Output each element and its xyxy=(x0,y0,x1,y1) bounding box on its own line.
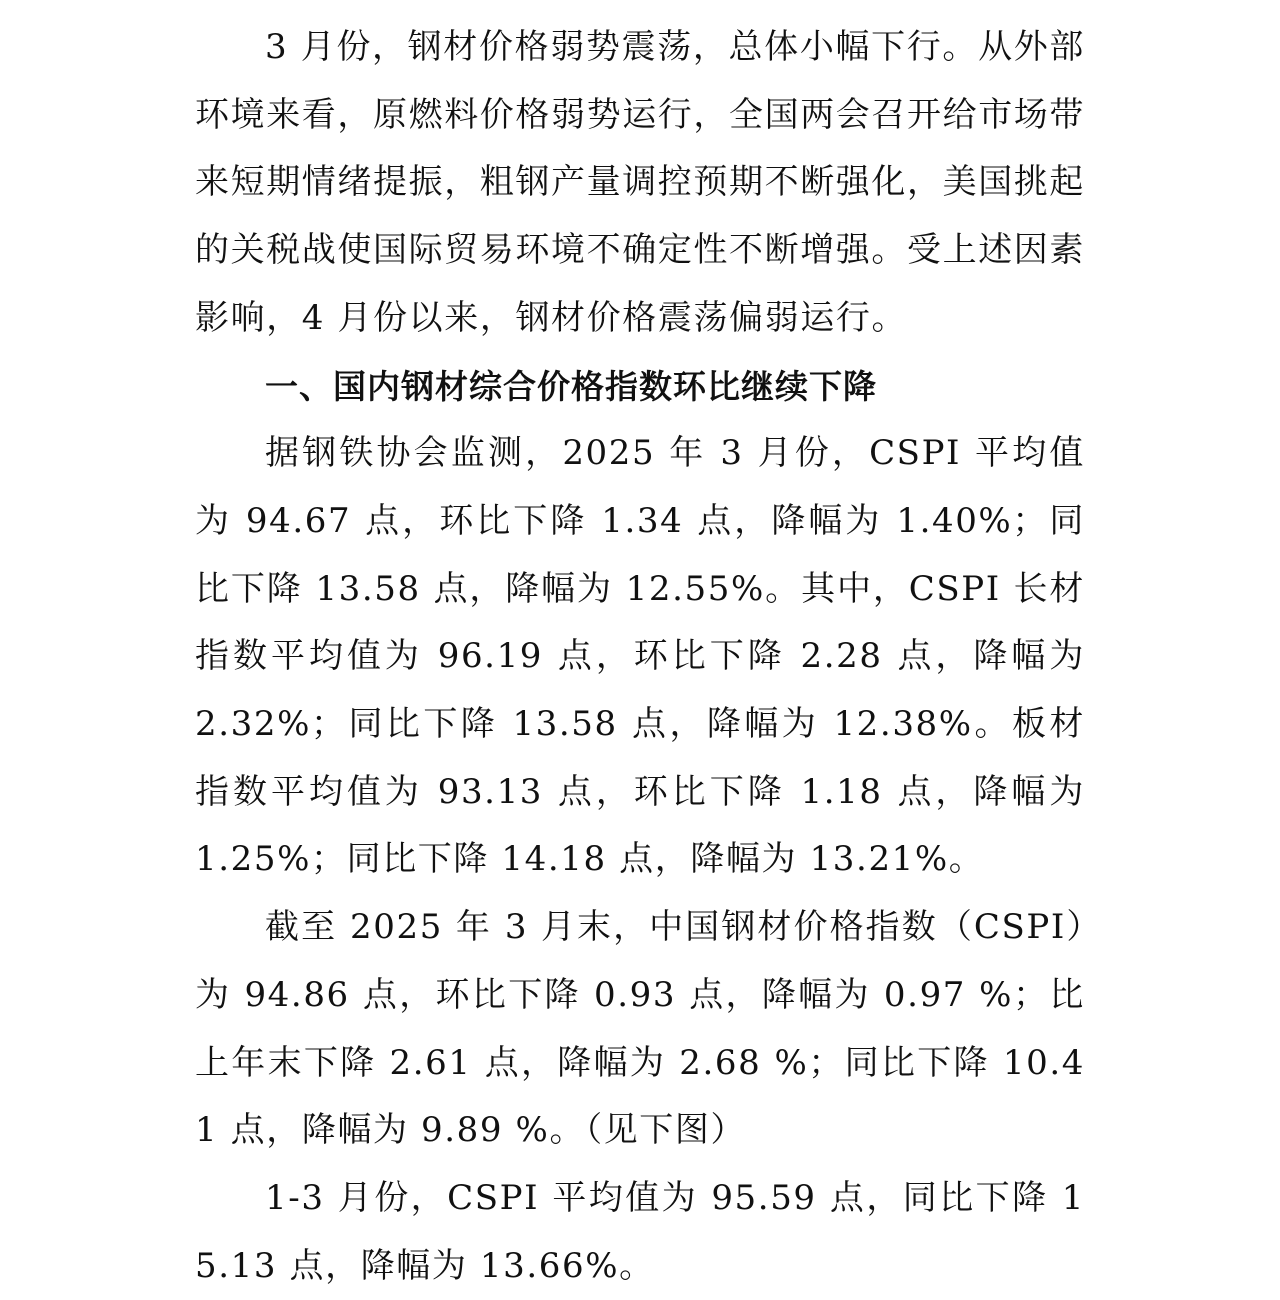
document-page xyxy=(195,14,1085,1300)
paragraph-market-overview: 3 月份，钢材价格弱势震荡，总体小幅下行。从外部环境来看，原燃料价格弱势运行，全国两会召开给市场带来短期情绪提振，粗钢产量调控预期不断强化，美国挑起的关税战使国际贸易环境不确定性不断增强。受上述因素影响，4 月份以来，钢材价格震荡偏弱运行。 xyxy=(195,27,1085,338)
paragraph-cspi-q1-average: 1-3 月份，CSPI 平均值为 95.59 点，同比下降 15.13 点，降幅为 13.66%。 xyxy=(195,1177,1085,1286)
paragraph-cspi-month-end: 截至 2025 年 3 月末，中国钢材价格指数（CSPI）为 94.86 点，环比下降 0.93 点，降幅为 0.97 %；比上年末下降 2.61 点，降幅为 2.68 %；同比下降 10.41 点，降幅为 9.89 %。（见下图） xyxy=(195,907,1085,1151)
paragraph-cspi-monthly-average: 据钢铁协会监测，2025 年 3 月份，CSPI 平均值为 94.67 点，环比下降 1.34 点，降幅为 1.40%；同比下降 13.58 点，降幅为 12.55%。其中，CSPI 长材指数平均值为 96.19 点，环比下降 2.28 点，降幅为 2.32%；同比下降 13.58 点，降幅为 12.38%。板材指数平均值为 93.13 点，环比下降 1.18 点，降幅为 1.25%；同比下降 14.18 点，降幅为 13.21%。 xyxy=(195,433,1085,880)
section-heading: 一、国内钢材综合价格指数环比继续下降 xyxy=(265,366,877,406)
